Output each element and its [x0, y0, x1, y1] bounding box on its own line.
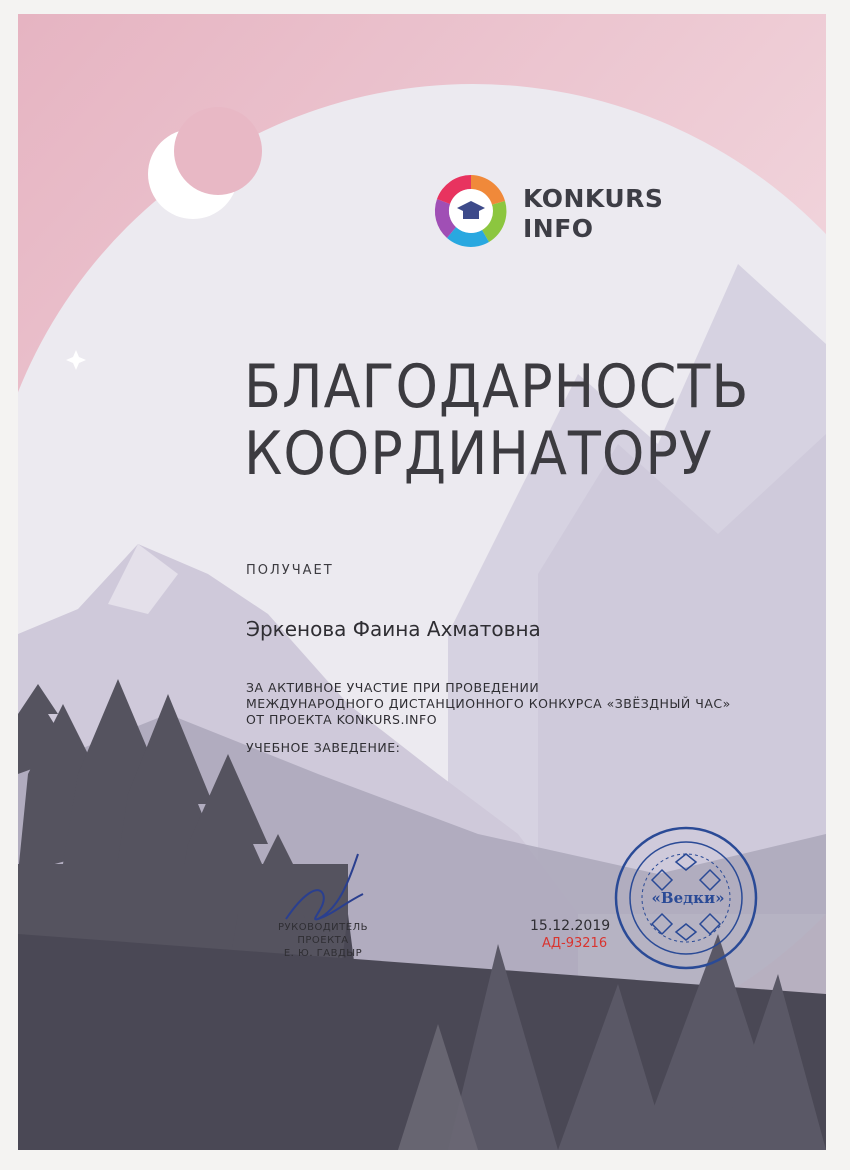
certificate-title [244, 354, 749, 488]
logo-icon [435, 175, 507, 247]
award-reason [246, 680, 731, 728]
certificate-sheet [18, 14, 826, 1150]
institution-label: УЧЕБНОЕ ЗАВЕДЕНИЕ: [246, 740, 401, 755]
logo-line-1: KONKURS [523, 184, 664, 213]
background-illustration [18, 14, 826, 1150]
recipient-name: Эркенова Фаина Ахматовна [246, 617, 541, 641]
award-reason-line-1: ЗА АКТИВНОЕ УЧАСТИЕ ПРИ ПРОВЕДЕНИИ [246, 680, 540, 695]
signatory-name: Е. Ю. ГАВДЫР [283, 948, 363, 959]
logo-wordmark [523, 184, 663, 244]
stamp-center-text: «Ведки» [651, 889, 725, 907]
award-reason-line-2: МЕЖДУНАРОДНОГО ДИСТАНЦИОННОГО КОНКУРСА «ЗВЁЗДНЫЙ ЧАС» [246, 696, 731, 711]
signatory-block [252, 921, 394, 960]
certificate-code: АД-93216 [542, 936, 608, 951]
logo-line-2: INFO [523, 214, 594, 243]
award-reason-line-3: ОТ ПРОЕКТА KONKURS.INFO [246, 712, 438, 727]
signatory-role: РУКОВОДИТЕЛЬ ПРОЕКТА [278, 922, 368, 946]
issue-date: 15.12.2019 [530, 918, 611, 934]
title-line-2: КООРДИНАТОРУ [244, 419, 713, 489]
title-line-1: БЛАГОДАРНОСТЬ [244, 352, 750, 422]
receives-label: ПОЛУЧАЕТ [246, 563, 334, 578]
